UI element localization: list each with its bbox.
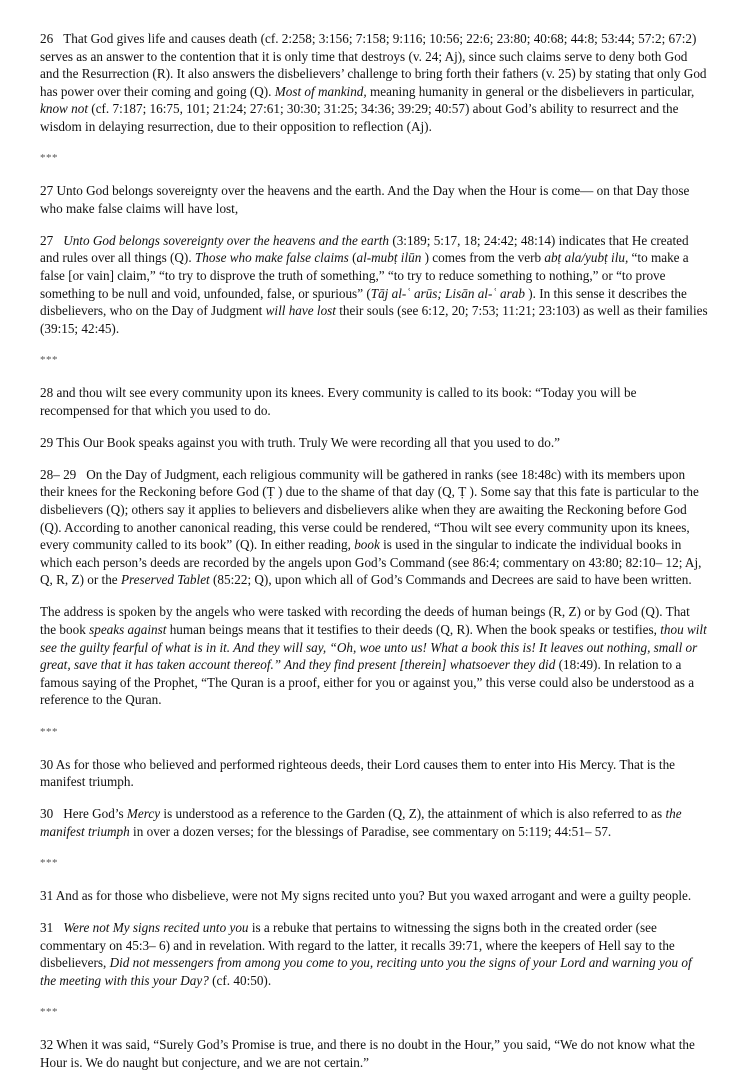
commentary-number: 26 <box>40 31 54 46</box>
commentary-28-29-continued: The address is spoken by the angels who were tasked with recording the deeds of human beings (R, Z) or by God (Q). That the book speaks against human beings means that it testifies to their deeds (Q, R). When the book speaks or testifies, thou wilt see the guilty fearful of what is in it. And they will say, “Oh, woe unto us! What a book this is! It leaves out nothing, small or great, save that it has taken account thereof.” And they find present [therein] whatsoever they did (18:49). In relation to a famous saying of the Prophet, “The Quran is a proof, either for you or against you,” this verse could also be understood as a reference to the Quran. <box>40 604 707 708</box>
commentary-30 <box>40 805 709 840</box>
section-separator: *** <box>40 856 58 869</box>
commentary-number: 27 <box>40 232 54 248</box>
commentary-text: Here God’s Mercy is understood as a reference to the Garden (Q, Z), the attainment of which is also referred to as the manifest triumph in over a dozen verses; for the blessings of Paradise, see commentary on 5:119; 44:51– 57. <box>40 806 682 839</box>
verse-31: 31 And as for those who disbelieve, were not My signs recited unto you? But you waxed arrogant and were a guilty people. <box>40 888 692 904</box>
verse-27: 27 Unto God belongs sovereignty over the heavens and the earth. And the Day when the Hour is come— on that Day those who make false claims will have lost, <box>40 183 690 216</box>
commentary-number: 28– 29 <box>40 466 77 482</box>
commentary-26 <box>40 30 709 136</box>
verse-28: 28 and thou wilt see every community upon its knees. Every community is called to its book: “Today you will be recompensed for that which you used to do. <box>40 385 637 418</box>
commentary-31 <box>40 919 709 989</box>
section-separator: *** <box>40 353 58 366</box>
verse-32: 32 When it was said, “Surely God’s Promise is true, and there is no doubt in the Hour,” you said, “We do not know what the Hour is. We do naught but conjecture, and we are not certain.” <box>40 1037 695 1070</box>
section-separator: *** <box>40 152 58 165</box>
commentary-27 <box>40 232 709 338</box>
section-separator: *** <box>40 1006 58 1019</box>
commentary-text: Were not My signs recited unto you is a rebuke that pertains to witnessing the signs both in the created order (see commentary on 45:3– 6) and in revelation. With regard to the latter, it recalls 39:71, where the keepers of Hell say to the disbelievers, Did not messengers from among you come to you, reciting unto you the signs of your Lord and warning you of the meeting with this your Day? (cf. 40:50). <box>40 920 692 988</box>
commentary-number: 30 <box>40 806 54 822</box>
verse-29: 29 This Our Book speaks against you with truth. Truly We were recording all that you used to do.” <box>40 434 561 450</box>
commentary-text: On the Day of Judgment, each religious community will be gathered in ranks (see 18:48c) with its members upon their knees for the Reckoning before God (Ṭ ) due to the shame of that day (Q, Ṭ ). Some say that this fate is particular to the disbelievers (Q); others say it applies to believers and disbelievers alike when they are awaiting the Reckoning before God (Q). According to another canonical reading, this verse could be rendered, “Thou wilt see every community upon its knees, every community called to its book” (Q). In either reading, book is used in the singular to indicate the individual books in which each person’s deeds are recorded by the angels upon God’s Command (see 86:4; commentary on 43:80; 82:10– 12; Aj, Q, R, Z) or the Preserved Tablet (85:22; Q), upon which all of God’s Commands and Decrees are said to have been written. <box>40 466 702 588</box>
verse-30: 30 As for those who believed and performed righteous deeds, their Lord causes them to enter into His Mercy. That is the manifest triumph. <box>40 756 676 790</box>
commentary-text: Unto God belongs sovereignty over the heavens and the earth (3:189; 5:17, 18; 24:42; 48:14) indicates that He created and rules over all things (Q). Those who make false claims (al-mubṭ ilūn ) comes from the verb abṭ ala/yubṭ ilu, “to make a false [or vain] claim,” “to try to disprove the truth of something,” “to try to reduce something to nothing,” or “to prove something to be null and void, unfounded, false, or spurious” (Tāj al-ʿ arūs; Lisān al-ʿ arab ). In this sense it describes the disbelievers, who on the Day of Judgment will have lost their souls (see 6:12, 20; 7:53; 11:21; 23:103) as well as their families (39:15; 42:45). <box>40 232 708 336</box>
commentary-28-29 <box>40 466 709 589</box>
section-separator: *** <box>40 725 58 738</box>
commentary-text: That God gives life and causes death (cf. 2:258; 3:156; 7:158; 9:116; 10:56; 22:6; 23:80; 40:68; 44:8; 53:44; 57:2; 67:2) serves as an answer to the contention that it is only time that destroys (v. 24; Aj), since such claims serve to deny both God and the Resurrection (R). It also answers the disbelievers’ challenge to bring forth their fathers (v. 25) by stating that only God has power over their coming and going (Q). Most of mankind, meaning humanity in general or the disbelievers in particular, know not (cf. 7:187; 16:75, 101; 21:24; 27:61; 30:30; 31:25; 34:36; 39:29; 40:57) about God’s ability to resurrect and the wisdom in delaying resurrection, due to their opposition to reflection (Aj). <box>40 31 707 134</box>
commentary-number: 31 <box>40 920 54 936</box>
